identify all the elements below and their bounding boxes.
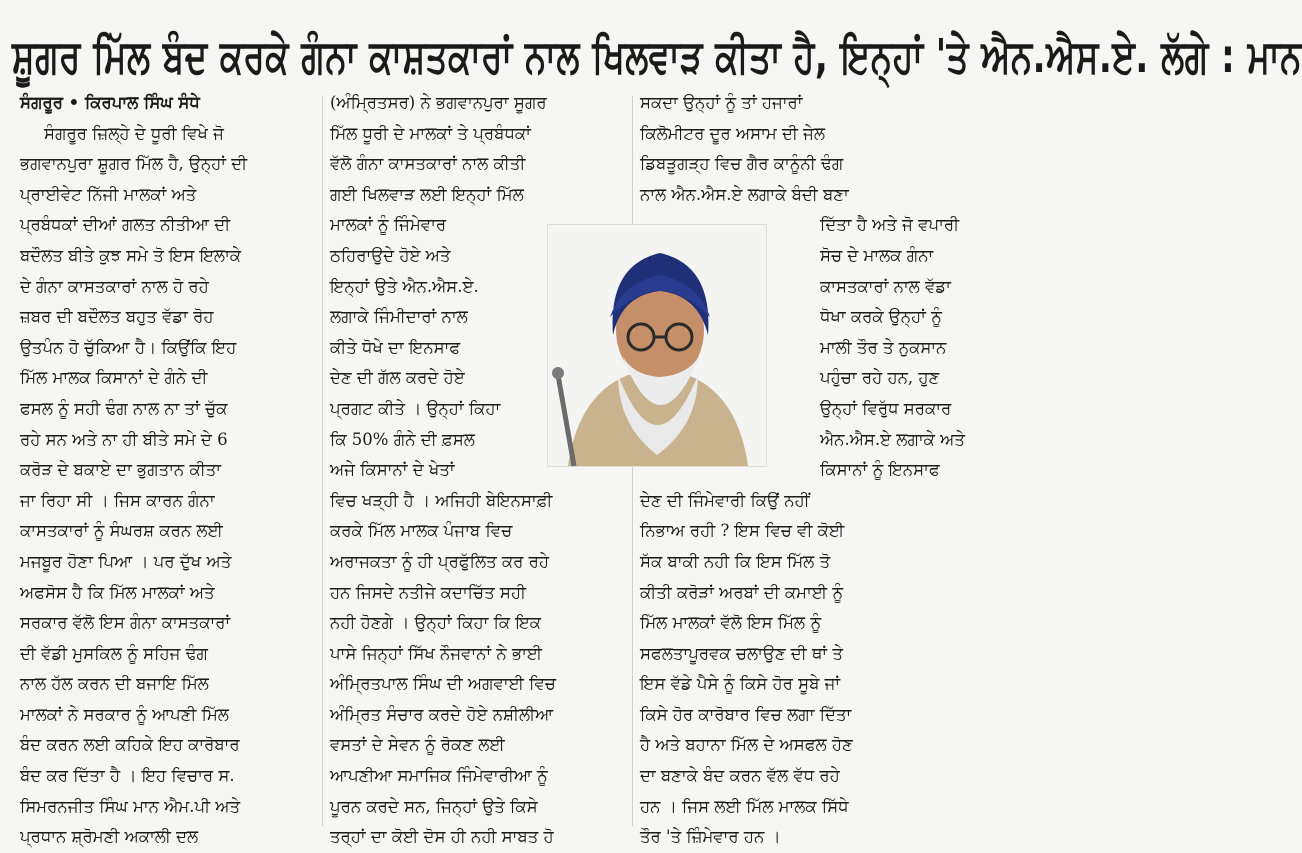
article-line: ਮਿੱਲ ਮਾਲਕ ਕਿਸਾਨਾਂ ਦੇ ਗੰਨੇ ਦੀ — [20, 368, 208, 388]
article-line: ਬੰਦ ਕਰ ਦਿੱਤਾ ਹੈ । ਇਹ ਵਿਚਾਰ ਸ. — [20, 766, 235, 786]
article-line: ਸਕਦਾ ਉਨ੍ਹਾਂ ਨੂੰ ਤਾਂ ਹਜਾਰਾਂ — [640, 93, 803, 112]
article-line: ਹਨ ਜਿਸਦੇ ਨਤੀਜੇ ਕਦਾਚਿੱਤ ਸਹੀ — [330, 582, 527, 602]
article-line: ਸਫਲਤਾਪੂਰਵਕ ਚਲਾਉਣ ਦੀ ਥਾਂ ਤੇ — [640, 643, 843, 663]
article-line: ਇਸ ਵੱਡੇ ਪੈਸੇ ਨੂੰ ਕਿਸੇ ਹੋਰ ਸੂਬੇ ਜਾਂ — [640, 674, 841, 694]
article-line: ਨਾਲ ਐਨ.ਐਸ.ਏ ਲਗਾਕੇ ਬੰਦੀ ਬਣਾ — [640, 184, 849, 204]
article-line: ਕਰਕੇ ਮਿੱਲ ਮਾਲਕ ਪੰਜਾਬ ਵਿਚ — [330, 521, 513, 541]
article-line: ਰਹੇ ਸਨ ਅਤੇ ਨਾ ਹੀ ਬੀਤੇ ਸਮੇ ਦੇ 6 — [20, 429, 228, 449]
article-line: ਫਸਲ ਨੂੰ ਸਹੀ ਢੰਗ ਨਾਲ ਨਾ ਤਾਂ ਚੁੱਕ — [20, 398, 228, 418]
portrait-photo — [547, 224, 767, 467]
article-line: ਉਤਪੰਨ ਹੋ ਚੁੱਕਿਆ ਹੈ। ਕਿਉਂਕਿ ਇਹ — [20, 337, 237, 357]
article-line: ਵਸਤਾਂ ਦੇ ਸੇਵਨ ਨੂੰ ਰੋਕਣ ਲਈ — [330, 735, 505, 755]
article-line: ਕਾਸਤਕਾਰਾਂ ਨੂੰ ਸੰਘਰਸ਼ ਕਰਨ ਲਈ — [20, 521, 223, 541]
article-line: ਮਿੱਲ ਮਾਲਕਾਂ ਵੱਲੋ ਇਸ ਮਿੱਲ ਨੂੰ — [640, 613, 822, 633]
article-line: ਦਾ ਬਣਾਕੇ ਬੰਦ ਕਰਨ ਵੱਲ ਵੱਧ ਰਹੇ — [640, 766, 840, 786]
article-column-1 — [20, 88, 316, 847]
article-line: ਸੋਚ ਦੇ ਮਾਲਕ ਗੰਨਾ — [820, 245, 934, 265]
article-line: ਮਾਲੀ ਤੌਰ ਤੇ ਨੁਕਸਾਨ — [820, 337, 947, 357]
article-line: ਅਫਸੋਸ ਹੈ ਕਿ ਮਿੱਲ ਮਾਲਕਾਂ ਅਤੇ — [20, 582, 215, 602]
article-line: ਸਿਮਰਨਜੀਤ ਸਿੰਘ ਮਾਨ ਐਮ.ਪੀ ਅਤੇ — [20, 796, 241, 816]
article-line: ਬਦੌਲਤ ਬੀਤੇ ਕੁਝ ਸਮੇ ਤੋ ਇਸ ਇਲਾਕੇ — [20, 245, 242, 265]
article-line: ਸੰਗਰੂਰ ਜ਼ਿਲ੍ਹੇ ਦੇ ਧੂਰੀ ਵਿਖੇ ਜੋ — [44, 123, 224, 143]
article-line: ਕੀਤੇ ਧੋਖੇ ਦਾ ਇਨਸਾਫ — [330, 337, 461, 357]
article-line: ਮਿੱਲ ਧੂਰੀ ਦੇ ਮਾਲਕਾਂ ਤੇ ਪ੍ਰਬੰਧਕਾਂ — [330, 123, 531, 143]
article-line: ਦੇਣ ਦੀ ਗੱਲ ਕਰਦੇ ਹੋਏ — [330, 368, 465, 388]
article-line: ਅੰਮ੍ਰਿਤਪਾਲ ਸਿੰਘ ਦੀ ਅਗਵਾਈ ਵਿਚ — [330, 674, 556, 694]
article-line: ਕਾਸਤਕਾਰਾਂ ਨਾਲ ਵੱਡਾ — [820, 276, 951, 296]
dateline: ਸੰਗਰੂਰ • ਕਿਰਪਾਲ ਸਿੰਘ ਸੰਧੇ — [20, 93, 200, 112]
article-line: ਅਜੇ ਕਿਸਾਨਾਂ ਦੇ ਖੇਤਾਂ — [330, 460, 455, 480]
article-line: ਪੂਰਨ ਕਰਦੇ ਸਨ, ਜਿਨ੍ਹਾਂ ਉਤੇ ਕਿਸੇ — [330, 796, 538, 816]
article-line: ਦੇ ਗੰਨਾ ਕਾਸਤਕਾਰਾਂ ਨਾਲ ਹੋ ਰਹੇ — [20, 276, 209, 296]
article-line: ਆਪਣੀਆ ਸਮਾਜਿਕ ਜਿੰਮੇਵਾਰੀਆ ਨੂੰ — [330, 766, 548, 786]
article-line: ਜਾ ਰਿਹਾ ਸੀ । ਜਿਸ ਕਾਰਨ ਗੰਨਾ — [20, 490, 215, 510]
article-line: ਸਰਕਾਰ ਵੱਲੋ ਇਸ ਗੰਨਾ ਕਾਸਤਕਾਰਾਂ — [20, 613, 231, 633]
article-line: ਕਿਲੋਮੀਟਰ ਦੂਰ ਅਸਾਮ ਦੀ ਜੇਲ — [640, 123, 826, 143]
article-line: (ਅੰਮ੍ਰਿਤਸਰ) ਨੇ ਭਗਵਾਨਪੁਰਾ ਸੂਗਰ — [330, 93, 547, 112]
article-line: ਮਜਬੂਰ ਹੋਣਾ ਪਿਆ । ਪਰ ਦੁੱਖ ਅਤੇ — [20, 551, 232, 571]
article-line: ਉਨ੍ਹਾਂ ਵਿਰੁੱਧ ਸਰਕਾਰ — [820, 398, 952, 418]
portrait-icon — [548, 225, 766, 466]
article-line: ਨਾਲ ਹੱਲ ਕਰਨ ਦੀ ਬਜਾਇ ਮਿੱਲ — [20, 674, 209, 694]
article-line: ਵੱਲੋ ਗੰਨਾ ਕਾਸਤਕਾਰਾਂ ਨਾਲ ਕੀਤੀ — [330, 154, 526, 174]
article-line: ਪ੍ਰਗਟ ਕੀਤੇ । ਉਨ੍ਹਾਂ ਕਿਹਾ — [330, 398, 501, 418]
article-line: ਦੀ ਵੱਡੀ ਮੁਸਕਿਲ ਨੂੰ ਸਹਿਜ ਢੰਗ — [20, 643, 208, 663]
headline: ਸ਼ੂਗਰ ਮਿੱਲ ਬੰਦ ਕਰਕੇ ਗੰਨਾ ਕਾਸ਼ਤਕਾਰਾਂ ਨਾਲ ਖਿਲਵਾੜ ਕੀਤਾ ਹੈ, ਇਨ੍ਹਾਂ 'ਤੇ ਐਨ.ਐਸ.ਏ. ਲੱਗੇ : ਮਾਨ — [12, 30, 1302, 85]
article-line: ਠਹਿਰਾਉਦੇ ਹੋਏ ਅਤੇ — [330, 245, 451, 265]
article-line: ਅਰਾਜਕਤਾ ਨੂੰ ਹੀ ਪ੍ਰਫੁੱਲਿਤ ਕਰ ਰਹੇ — [330, 551, 550, 571]
article-line: ਕਰੋੜ ਦੇ ਬਕਾਏ ਦਾ ਭੁਗਤਾਨ ਕੀਤਾ — [20, 460, 221, 480]
column-divider — [322, 96, 323, 826]
article-line: ਨਹੀ ਹੋਣਗੇ । ਉਨ੍ਹਾਂ ਕਿਹਾ ਕਿ ਇਕ — [330, 613, 541, 633]
article-line: ਪ੍ਰਧਾਨ ਸ਼੍ਰੋਮਣੀ ਅਕਾਲੀ ਦਲ — [20, 827, 199, 847]
article-line: ਧੋਖਾ ਕਰਕੇ ਉਨ੍ਹਾਂ ਨੂੰ — [820, 307, 942, 327]
article-line: ਬੰਦ ਕਰਨ ਲਈ ਕਹਿਕੇ ਇਹ ਕਾਰੋਬਾਰ — [20, 735, 240, 755]
article-line: ਕਿਸਾਨਾਂ ਨੂੰ ਇਨਸਾਫ — [820, 460, 940, 480]
article-line: ਦੇਣ ਦੀ ਜਿੰਮੇਵਾਰੀ ਕਿਉਂ ਨਹੀਂ — [640, 490, 810, 510]
article-line: ਤਰ੍ਹਾਂ ਦਾ ਕੋਈ ਦੋਸ ਹੀ ਨਹੀ ਸਾਬਤ ਹੋ — [330, 827, 554, 847]
article-line: ਤੌਰ 'ਤੇ ਜ਼ਿੰਮੇਵਾਰ ਹਨ । — [640, 827, 781, 847]
article-line: ਕਿਸੇ ਹੋਰ ਕਾਰੋਬਾਰ ਵਿਚ ਲਗਾ ਦਿੱਤਾ — [640, 704, 852, 724]
article-line: ਸੱਕ ਬਾਕੀ ਨਹੀ ਕਿ ਇਸ ਮਿੱਲ ਤੋ — [640, 551, 831, 571]
article-line: ਕਿ 50% ਗੰਨੇ ਦੀ ਫ਼ਸਲ — [330, 429, 475, 449]
article-line: ਹਨ । ਜਿਸ ਲਈ ਮਿੱਲ ਮਾਲਕ ਸਿੱਧੇ — [640, 796, 849, 816]
article-line: ਪ੍ਰਬੰਧਕਾਂ ਦੀਆਂ ਗਲਤ ਨੀਤੀਆ ਦੀ — [20, 215, 231, 235]
article-line: ਕੀਤੀ ਕਰੋੜਾਂ ਅਰਬਾਂ ਦੀ ਕਮਾਈ ਨੂੰ — [640, 582, 844, 602]
article-line: ਭਗਵਾਨਪੁਰਾ ਸ਼ੂਗਰ ਮਿੱਲ ਹੈ, ਉਨ੍ਹਾਂ ਦੀ — [20, 154, 248, 174]
article-line: ਦਿੱਤਾ ਹੈ ਅਤੇ ਜੋ ਵਪਾਰੀ — [820, 215, 960, 235]
article-line: ਇਨ੍ਹਾਂ ਉਤੇ ਐਨ.ਐਸ.ਏ. — [330, 276, 479, 296]
article-line: ਪ੍ਰਾਈਵੇਟ ਨਿੱਜੀ ਮਾਲਕਾਂ ਅਤੇ — [20, 184, 197, 204]
article-line: ਲਗਾਕੇ ਜਿੰਮੀਦਾਰਾਂ ਨਾਲ — [330, 307, 468, 327]
article-line: ਐਨ.ਐਸ.ਏ ਲਗਾਕੇ ਅਤੇ — [820, 429, 965, 449]
article-line: ਡਿਬੜੂਗੜ੍ਹ ਵਿਚ ਗੈਰ ਕਾਨੂੰਨੀ ਢੰਗ — [640, 154, 844, 174]
article-line: ਪਹੁੰਚਾ ਰਹੇ ਹਨ, ਹੁਣ — [820, 368, 940, 388]
article-line: ਮਾਲਕਾਂ ਨੇ ਸਰਕਾਰ ਨੂੰ ਆਪਣੀ ਮਿੱਲ — [20, 704, 229, 724]
article-line: ਅੰਮ੍ਰਿਤ ਸੰਚਾਰ ਕਰਦੇ ਹੋਏ ਨਸ਼ੀਲੀਆ — [330, 704, 554, 724]
article-line: ਗਈ ਖਿਲਵਾੜ ਲਈ ਇਨ੍ਹਾਂ ਮਿੱਲ — [330, 184, 524, 204]
article-line: ਹੈ ਅਤੇ ਬਹਾਨਾ ਮਿੱਲ ਦੇ ਅਸਫਲ ਹੋਣ — [640, 735, 853, 755]
article-line: ਜ਼ਬਰ ਦੀ ਬਦੌਲਤ ਬਹੁਤ ਵੱਡਾ ਰੋਹ — [20, 307, 214, 327]
article-line: ਨਿਭਾਅ ਰਹੀ ? ਇਸ ਵਿਚ ਵੀ ਕੋਈ — [640, 521, 845, 541]
article-line: ਪਾਸੇ ਜਿਨ੍ਹਾਂ ਸਿੱਖ ਨੌਜਵਾਨਾਂ ਨੇ ਭਾਈ — [330, 643, 543, 663]
article-line: ਵਿਚ ਖੜ੍ਹੀ ਹੈ । ਅਜਿਹੀ ਬੇਇਨਸਾਫ਼ੀ — [330, 490, 553, 510]
article-line: ਮਾਲਕਾਂ ਨੂੰ ਜਿੰਮੇਵਾਰ — [330, 215, 447, 235]
